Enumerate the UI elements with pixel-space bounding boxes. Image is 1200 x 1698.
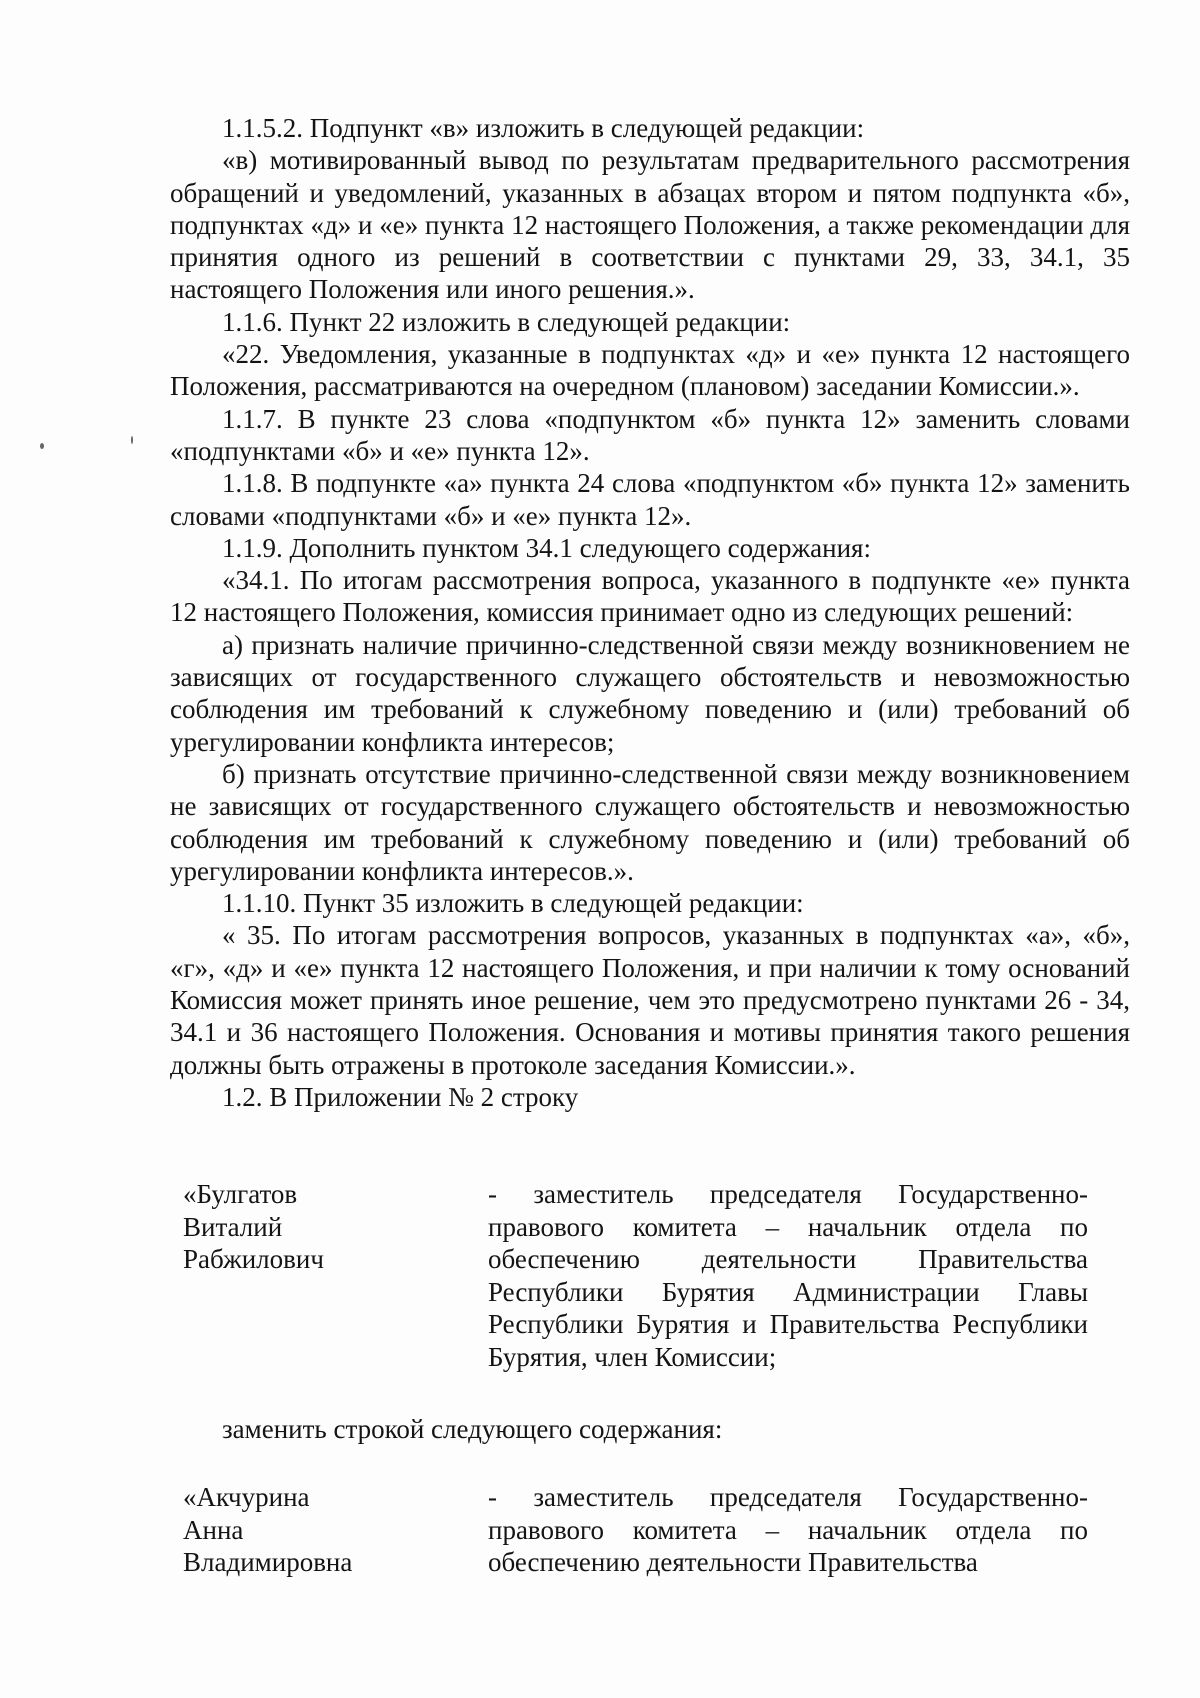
scan-speck — [131, 436, 133, 444]
paragraph-1-2: 1.2. В Приложении № 2 строку — [222, 1081, 579, 1112]
paragraph-decision-a: а) признать наличие причинно-следственной связи между возникновением не зависящих от государственного служащего обстоятельств и невозможностью соблюдения им требований к служебному поведению и (или) требований об урегулировании конфликта интересов; — [170, 629, 1130, 757]
paragraph-1-1-6: 1.1.6. Пункт 22 изложить в следующей редакции: — [222, 306, 791, 337]
new-member-name: «Акчурина Анна Владимировна — [183, 1482, 353, 1577]
new-member-description: - заместитель председателя Государственно-правового комитета – начальник отдела по обеспечению деятельности Правительства — [488, 1482, 1088, 1577]
scan-speck — [40, 443, 44, 449]
paragraph-1-1-8: 1.1.8. В подпункте «а» пункта 24 слова «подпунктом «б» пункта 12» заменить словами «подпунктами «б» и «е» пункта 12». — [170, 468, 1130, 531]
paragraph-subpoint-v: «в) мотивированный вывод по результатам предварительного рассмотрения обращений и уведомлений, указанных в абзацах втором и пятом подпункта «б», подпунктах «д» и «е» пункта 12 настоящего Положения, а также рекомендации для принятия одного из решений в соответствии с пунктами 29, 33, 34.1, 35 настоящего Положения или иного решения.». — [170, 145, 1130, 305]
old-member-row — [183, 1178, 1088, 1373]
paragraph-1-1-5-2: 1.1.5.2. Подпункт «в» изложить в следующей редакции: — [222, 113, 865, 143]
paragraph-point-34-1: «34.1. По итогам рассмотрения вопроса, указанного в подпункте «е» пункта 12 настоящего Положения, комиссия принимает одно из следующих решений: — [170, 565, 1130, 628]
paragraph-1-1-7: 1.1.7. В пункте 23 слова «подпунктом «б» пункта 12» заменить словами «подпунктами «б» и «е» пункта 12». — [170, 403, 1130, 466]
paragraph-1-1-9: 1.1.9. Дополнить пунктом 34.1 следующего содержания: — [222, 532, 871, 563]
document-body — [170, 112, 1130, 1113]
paragraph-point-35: « 35. По итогам рассмотрения вопросов, указанных в подпунктах «а», «б», «г», «д» и «е» пункта 12 настоящего Положения, и при наличии к тому оснований Комиссия может принять иное решение, чем это предусмотрено пунктами 26 - 34, 34.1 и 36 настоящего Положения. Основания и мотивы принятия такого решения должны быть отражены в протоколе заседания Комиссии.». — [170, 920, 1130, 1080]
old-member-name: «Булгатов Виталий Рабжилович — [183, 1179, 324, 1274]
old-member-description: - заместитель председателя Государственно-правового комитета – начальник отдела по обеспечению деятельности Правительства Республики Бурятия Администрации Главы Республики Бурятия и Правительства Республики Бурятия, член Комиссии; — [488, 1179, 1088, 1372]
paragraph-1-1-10: 1.1.10. Пункт 35 изложить в следующей редакции: — [222, 888, 804, 919]
paragraph-point-22: «22. Уведомления, указанные в подпунктах «д» и «е» пункта 12 настоящего Положения, рассматриваются на очередном (плановом) заседании Комиссии.». — [170, 339, 1130, 402]
replace-instruction: заменить строкой следующего содержания: — [222, 1414, 723, 1444]
paragraph-decision-b: б) признать отсутствие причинно-следственной связи между возникновением не зависящих от государственного служащего обстоятельств и невозможностью соблюдения им требований к служебному поведению и (или) требований об урегулировании конфликта интересов.». — [170, 758, 1130, 886]
new-member-row — [183, 1481, 1088, 1579]
